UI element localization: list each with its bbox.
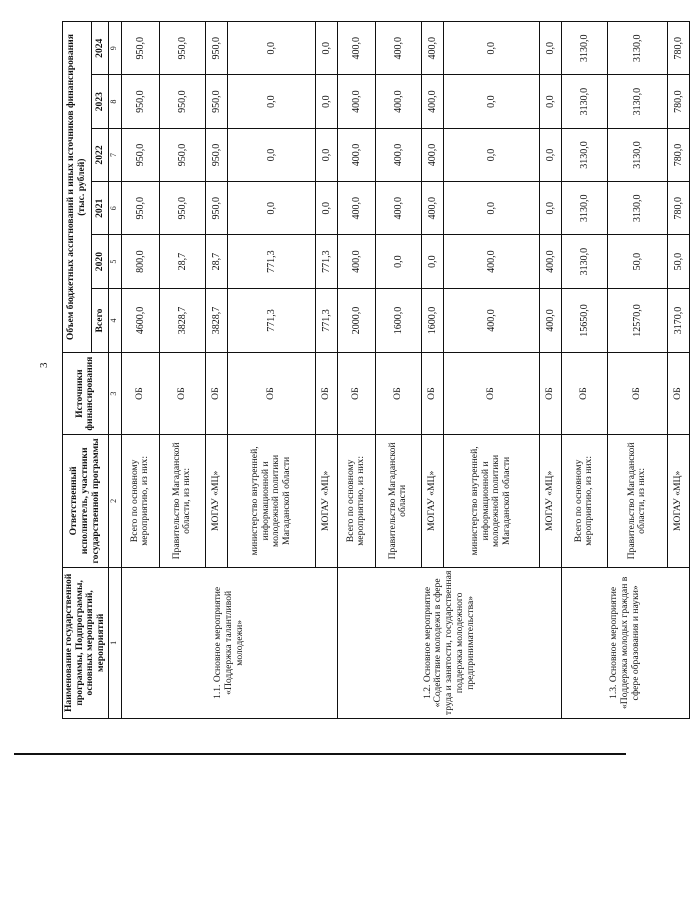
column-index: 8 bbox=[108, 75, 121, 128]
year-value-cell: 0,0 bbox=[539, 22, 561, 76]
total-value-cell: 15650,0 bbox=[561, 288, 607, 352]
year-value-cell: 50,0 bbox=[667, 235, 689, 288]
funding-table bbox=[62, 21, 690, 719]
executor-cell: МОГАУ «МЦ» bbox=[205, 435, 227, 568]
year-value-cell: 50,0 bbox=[607, 235, 667, 288]
year-value-cell: 0,0 bbox=[443, 182, 539, 235]
total-value-cell: 400,0 bbox=[539, 288, 561, 352]
column-index: 7 bbox=[108, 128, 121, 181]
source-cell: ОБ bbox=[539, 353, 561, 435]
year-value-cell: 0,0 bbox=[227, 182, 315, 235]
table-row bbox=[121, 22, 159, 719]
source-cell: ОБ bbox=[337, 353, 375, 435]
year-value-cell: 400,0 bbox=[337, 235, 375, 288]
executor-cell: МОГАУ «МЦ» bbox=[315, 435, 337, 568]
header-row-1 bbox=[63, 22, 92, 719]
column-index: 5 bbox=[108, 235, 121, 288]
year-value-cell: 3130,0 bbox=[607, 75, 667, 128]
year-value-cell: 780,0 bbox=[667, 22, 689, 76]
year-value-cell: 771,3 bbox=[315, 235, 337, 288]
year-value-cell: 400,0 bbox=[421, 182, 443, 235]
header-total: Всего bbox=[92, 288, 109, 352]
year-value-cell: 0,0 bbox=[443, 22, 539, 76]
column-index: 6 bbox=[108, 182, 121, 235]
column-index: 3 bbox=[108, 353, 121, 435]
source-cell: ОБ bbox=[375, 353, 421, 435]
year-value-cell: 0,0 bbox=[375, 235, 421, 288]
executor-cell: министерство внутренней, информационной и молодежной политики Магаданской области bbox=[443, 435, 539, 568]
year-value-cell: 950,0 bbox=[121, 75, 159, 128]
total-value-cell: 1600,0 bbox=[375, 288, 421, 352]
year-value-cell: 780,0 bbox=[667, 182, 689, 235]
executor-cell: Правительство Магаданской области, из них: bbox=[607, 435, 667, 568]
total-value-cell: 3828,7 bbox=[205, 288, 227, 352]
year-value-cell: 400,0 bbox=[375, 22, 421, 76]
total-value-cell: 12570,0 bbox=[607, 288, 667, 352]
source-cell: ОБ bbox=[561, 353, 607, 435]
year-value-cell: 3130,0 bbox=[561, 182, 607, 235]
year-value-cell: 0,0 bbox=[443, 128, 539, 181]
column-index: 9 bbox=[108, 22, 121, 76]
total-value-cell: 1600,0 bbox=[421, 288, 443, 352]
year-value-cell: 950,0 bbox=[205, 75, 227, 128]
year-value-cell: 0,0 bbox=[315, 182, 337, 235]
executor-cell: МОГАУ «МЦ» bbox=[421, 435, 443, 568]
year-value-cell: 0,0 bbox=[539, 128, 561, 181]
page-number: 3 bbox=[38, 362, 50, 368]
header-year: 2024 bbox=[92, 22, 109, 76]
total-value-cell: 771,3 bbox=[315, 288, 337, 352]
year-value-cell: 0,0 bbox=[227, 75, 315, 128]
year-value-cell: 950,0 bbox=[159, 22, 205, 76]
year-value-cell: 0,0 bbox=[443, 75, 539, 128]
rotated-table-container bbox=[62, 21, 684, 719]
executor-cell: Всего по основному мероприятию, из них: bbox=[121, 435, 159, 568]
year-value-cell: 950,0 bbox=[159, 75, 205, 128]
year-value-cell: 400,0 bbox=[337, 75, 375, 128]
year-value-cell: 3130,0 bbox=[561, 75, 607, 128]
year-value-cell: 771,3 bbox=[227, 235, 315, 288]
total-value-cell: 400,0 bbox=[443, 288, 539, 352]
total-value-cell: 771,3 bbox=[227, 288, 315, 352]
year-value-cell: 0,0 bbox=[315, 22, 337, 76]
header-year: 2021 bbox=[92, 182, 109, 235]
executor-cell: Всего по основному мероприятию, из них: bbox=[561, 435, 607, 568]
year-value-cell: 0,0 bbox=[421, 235, 443, 288]
total-value-cell: 3828,7 bbox=[159, 288, 205, 352]
executor-cell: Правительство Магаданской области bbox=[375, 435, 421, 568]
source-cell: ОБ bbox=[607, 353, 667, 435]
header-name: Наименование государственной программы, Подпрограммы, основных мероприятий, мероприятий bbox=[63, 567, 109, 718]
total-value-cell: 4600,0 bbox=[121, 288, 159, 352]
year-value-cell: 400,0 bbox=[375, 182, 421, 235]
executor-cell: МОГАУ «МЦ» bbox=[667, 435, 689, 568]
year-value-cell: 0,0 bbox=[539, 75, 561, 128]
source-cell: ОБ bbox=[159, 353, 205, 435]
horizontal-rule bbox=[14, 753, 626, 755]
source-cell: ОБ bbox=[227, 353, 315, 435]
year-value-cell: 400,0 bbox=[337, 182, 375, 235]
total-value-cell: 3170,0 bbox=[667, 288, 689, 352]
source-cell: ОБ bbox=[421, 353, 443, 435]
table-row bbox=[561, 22, 607, 719]
source-cell: ОБ bbox=[205, 353, 227, 435]
table-row bbox=[337, 22, 375, 719]
year-value-cell: 0,0 bbox=[315, 75, 337, 128]
column-index-row bbox=[108, 22, 121, 719]
year-value-cell: 400,0 bbox=[421, 128, 443, 181]
year-value-cell: 400,0 bbox=[337, 22, 375, 76]
year-value-cell: 400,0 bbox=[421, 22, 443, 76]
year-value-cell: 400,0 bbox=[375, 75, 421, 128]
year-value-cell: 950,0 bbox=[205, 22, 227, 76]
year-value-cell: 400,0 bbox=[337, 128, 375, 181]
header-year: 2020 bbox=[92, 235, 109, 288]
year-value-cell: 400,0 bbox=[443, 235, 539, 288]
executor-cell: министерство внутренней, информационной и молодежной политики Магаданской области bbox=[227, 435, 315, 568]
year-value-cell: 0,0 bbox=[227, 22, 315, 76]
measure-name-cell: 1.3. Основное мероприятие «Поддержка молодых граждан в сфере образования и науки» bbox=[561, 567, 689, 718]
year-value-cell: 3130,0 bbox=[561, 128, 607, 181]
source-cell: ОБ bbox=[667, 353, 689, 435]
year-value-cell: 950,0 bbox=[121, 22, 159, 76]
column-index: 1 bbox=[108, 567, 121, 718]
year-value-cell: 3130,0 bbox=[607, 22, 667, 76]
header-year: 2022 bbox=[92, 128, 109, 181]
year-value-cell: 400,0 bbox=[421, 75, 443, 128]
measure-name-cell: 1.2. Основное мероприятие «Содействие молодежи в сфере труда и занятости, государственная поддержка молодежного предпринимательства» bbox=[337, 567, 561, 718]
year-value-cell: 3130,0 bbox=[607, 128, 667, 181]
header-year: 2023 bbox=[92, 75, 109, 128]
year-value-cell: 800,0 bbox=[121, 235, 159, 288]
year-value-cell: 3130,0 bbox=[607, 182, 667, 235]
year-value-cell: 950,0 bbox=[205, 182, 227, 235]
year-value-cell: 950,0 bbox=[159, 182, 205, 235]
year-value-cell: 400,0 bbox=[375, 128, 421, 181]
year-value-cell: 950,0 bbox=[205, 128, 227, 181]
column-index: 2 bbox=[108, 435, 121, 568]
column-index: 4 bbox=[108, 288, 121, 352]
year-value-cell: 0,0 bbox=[539, 182, 561, 235]
header-executor: Ответственный исполнитель, участники государственной программы bbox=[63, 435, 109, 568]
year-value-cell: 0,0 bbox=[315, 128, 337, 181]
year-value-cell: 0,0 bbox=[227, 128, 315, 181]
header-funding: Объем бюджетных ассигнований и иных источников финансирования (тыс. рублей) bbox=[63, 22, 92, 353]
year-value-cell: 3130,0 bbox=[561, 22, 607, 76]
year-value-cell: 950,0 bbox=[121, 182, 159, 235]
year-value-cell: 780,0 bbox=[667, 75, 689, 128]
year-value-cell: 780,0 bbox=[667, 128, 689, 181]
executor-cell: Правительство Магаданской области, из них: bbox=[159, 435, 205, 568]
year-value-cell: 950,0 bbox=[159, 128, 205, 181]
table-body bbox=[121, 22, 689, 719]
measure-name-cell: 1.1. Основное мероприятие «Поддержка талантливой молодежи» bbox=[121, 567, 337, 718]
year-value-cell: 28,7 bbox=[159, 235, 205, 288]
executor-cell: МОГАУ «МЦ» bbox=[539, 435, 561, 568]
total-value-cell: 2000,0 bbox=[337, 288, 375, 352]
executor-cell: Всего по основному мероприятию, из них: bbox=[337, 435, 375, 568]
year-value-cell: 28,7 bbox=[205, 235, 227, 288]
header-source: Источники финансирования bbox=[63, 353, 109, 435]
source-cell: ОБ bbox=[443, 353, 539, 435]
source-cell: ОБ bbox=[121, 353, 159, 435]
year-value-cell: 3130,0 bbox=[561, 235, 607, 288]
year-value-cell: 950,0 bbox=[121, 128, 159, 181]
year-value-cell: 400,0 bbox=[539, 235, 561, 288]
source-cell: ОБ bbox=[315, 353, 337, 435]
